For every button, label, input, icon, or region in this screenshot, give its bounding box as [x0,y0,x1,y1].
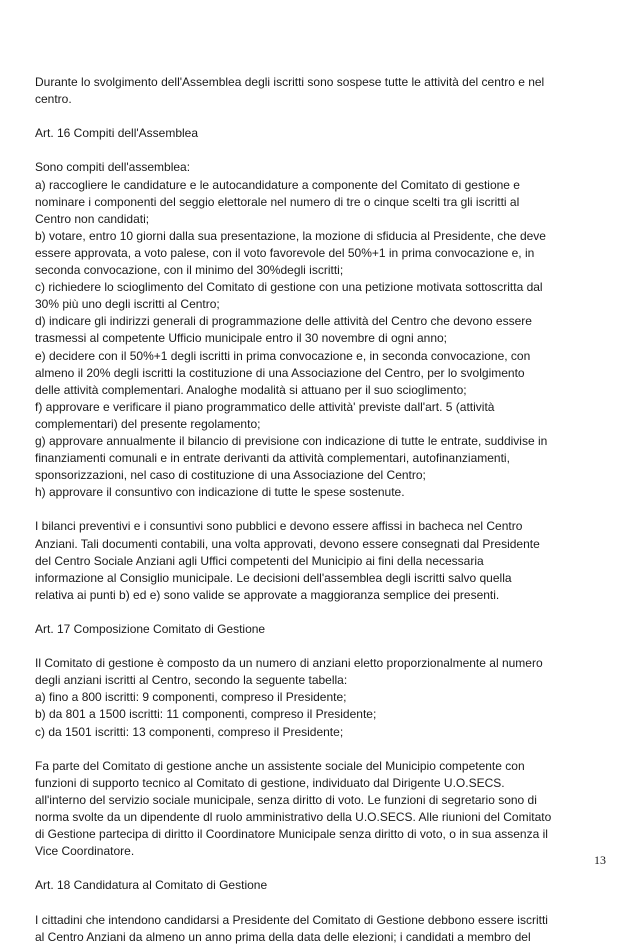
blank-line [35,501,601,518]
text-line: informazione al Consiglio municipale. Le decisioni dell'assemblea degli iscritti salvo quella [35,570,512,585]
text-line: g) approvare annualmente il bilancio di previsione con indicazione di tutte le entrate, suddivise in [35,433,548,448]
page-number: 13 [594,853,606,867]
text-line: Il Comitato di gestione è composto da un numero di anziani eletto proporzionalmente al numero [35,656,543,671]
text-line: d) indicare gli indirizzi generali di programmazione delle attività del Centro che devono essere [35,314,532,329]
text-line: f) approvare e verificare il piano programmatico delle attività' previste dall'art. 5 (attività [35,399,495,414]
text-line: essere approvata, a voto palese, con il voto favorevole del 50%+1 in prima convocazione e, in [35,245,535,260]
text-line: funzioni di supporto tecnico al Comitato di gestione, individuato dal Dirigente U.O.SECS. [35,775,505,790]
text-line: Durante lo svolgimento dell'Assemblea degli iscritti sono sospese tutte le attività del centro e nel [35,75,545,89]
text-line: e) decidere con il 50%+1 degli iscritti in prima convocazione e, in seconda convocazione, con [35,348,531,363]
blank-line [35,895,601,912]
text-line: relativa ai punti b) ed e) sono valide se approvate a maggioranza semplice dei presenti. [35,587,500,602]
text-line: Art. 17 Composizione Comitato di Gestione [35,622,266,636]
text-line: al Centro Anziani da almeno un anno prima della data delle elezioni; i candidati a membro del [35,929,531,944]
text-line: I bilanci preventivi e i consuntivi sono pubblici e devono essere affissi in bacheca nel Centro [35,519,523,534]
text-line: di Gestione partecipa di diritto il Coordinatore Municipale senza diritto di voto, o in sua assenza il [35,827,548,842]
text-line: complementari) del presente regolamento; [35,416,261,431]
text-line: almeno il 20% degli iscritti la costituzione di una Associazione del Centro, per lo svolgimento [35,365,525,380]
text-line: finanziamenti comunali e in entrate derivanti da attività complementari, autofinanziamenti, [35,451,510,466]
text-line: c) da 1501 iscritti: 13 componenti, compreso il Presidente; [35,724,344,739]
text-line: Anziani. Tali documenti contabili, una volta approvati, devono essere consegnati dal Presidente [35,536,540,551]
text-line: b) da 801 a 1500 iscritti: 11 componenti, compreso il Presidente; [35,707,377,722]
text-line: sponsorizzazioni, nel caso di costituzione di una Associazione del Centro; [35,468,426,483]
blank-line [35,638,601,655]
text-line: h) approvare il consuntivo con indicazione di tutte le spese sostenute. [35,485,405,500]
text-line: degli anziani iscritti al Centro, secondo la seguente tabella: [35,673,348,688]
text-line: norma svolte da un dipendente dl ruolo amministrativo della U.O.SECS. Alle riunioni del Comitato [35,810,552,825]
blank-line [35,741,601,758]
text-line: Centro non candidati; [35,211,150,226]
text-line: Art. 18 Candidatura al Comitato di Gestione [35,878,268,893]
text-line: I cittadini che intendono candidarsi a Presidente del Comitato di Gestione debbono essere iscritti [35,912,548,927]
text-line: Vice Coordinatore. [35,844,135,859]
blank-line [35,604,601,621]
text-line: centro. [35,92,72,107]
document-body [35,74,601,946]
text-line: nominare i componenti del seggio elettorale nel numero di tre o cinque scelti tra gli iscritti al [35,194,520,209]
blank-line [35,108,601,125]
text-line: seconda convocazione, con il minimo del 30%degli iscritti; [35,263,344,278]
text-line: a) raccogliere le candidature e le autocandidature a componente del Comitato di gestione e [35,177,520,192]
text-line: c) richiedere lo scioglimento del Comitato di gestione con una petizione motivata sottoscritta dal [35,280,543,295]
text-line: Art. 16 Compiti dell'Assemblea [35,126,199,141]
text-line: Sono compiti dell'assemblea: [35,160,191,175]
text-line: Fa parte del Comitato di gestione anche un assistente sociale del Municipio competente con [35,758,525,773]
blank-line [35,860,601,877]
text-line: b) votare, entro 10 giorni dalla sua presentazione, la mozione di sfiducia al Presidente, che deve [35,228,546,243]
text-line: del Centro Sociale Anziani agli Uffici competenti del Municipio ai fini della necessaria [35,553,484,568]
blank-line [35,142,601,159]
text-line: all'interno del servizio sociale municipale, senza diritto di voto. Le funzioni di segretario sono di [35,792,537,807]
text-line: 30% più uno degli iscritti al Centro; [35,297,220,312]
text-line: a) fino a 800 iscritti: 9 componenti, compreso il Presidente; [35,690,347,705]
text-line: delle attività complementari. Analoghe modalità si attuano per il suo scioglimento; [35,382,467,397]
text-line: trasmessi al competente Ufficio municipale entro il 30 novembre di ogni anno; [35,331,447,346]
